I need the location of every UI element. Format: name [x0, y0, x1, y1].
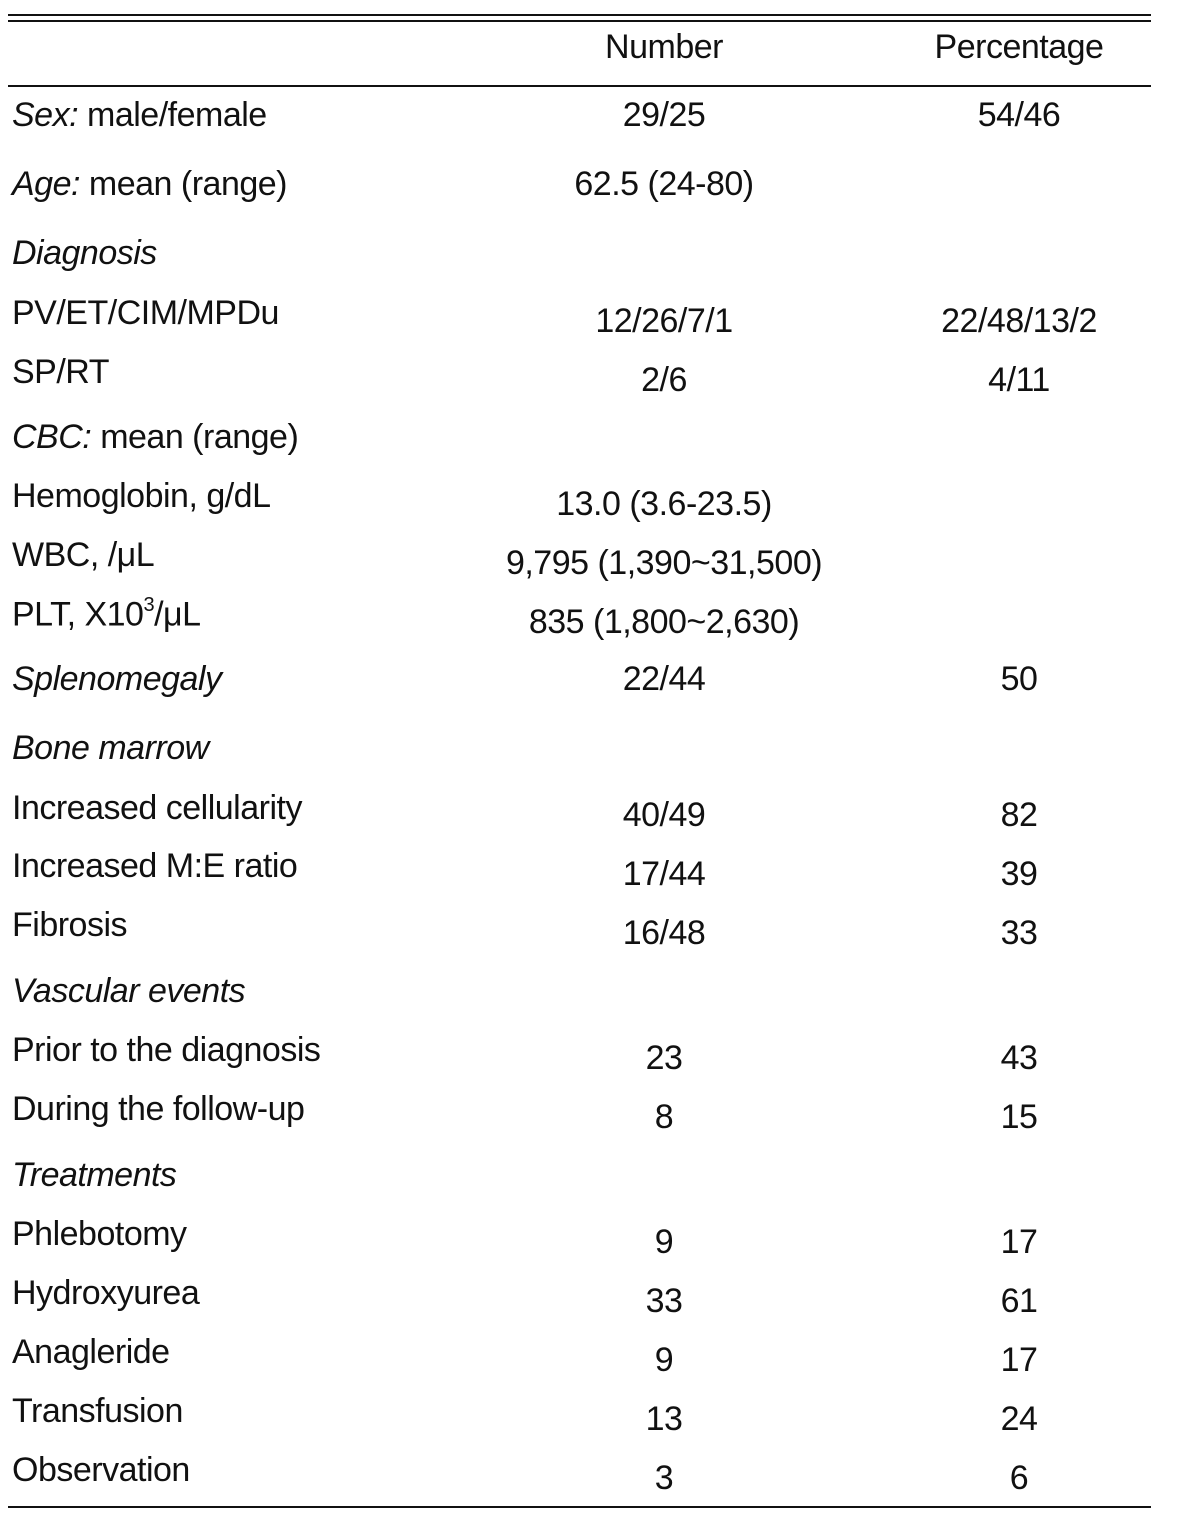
row-label-italic: Diagnosis — [12, 234, 157, 272]
row-label — [12, 420, 298, 454]
row-percentage: 82 — [1000, 796, 1038, 834]
row-number: 2/6 — [641, 361, 687, 399]
row-number: 9 — [654, 1341, 674, 1379]
row-label-text: Transfusion — [12, 1392, 183, 1430]
row-number: 3 — [654, 1459, 674, 1497]
row-label-text: During the follow-up — [12, 1090, 305, 1128]
row-label — [12, 167, 287, 201]
row-label-text: Phlebotomy — [12, 1215, 187, 1253]
table-top-rule — [8, 14, 1151, 16]
column-header-percentage: Percentage — [934, 28, 1104, 66]
row-label-italic: Sex: — [12, 96, 79, 134]
row-number: 9,795 (1,390~31,500) — [505, 544, 823, 582]
row-label — [12, 1276, 199, 1310]
row-label-text: Fibrosis — [12, 906, 128, 944]
row-label-italic: Bone marrow — [12, 729, 209, 767]
row-label — [12, 662, 221, 696]
row-label — [12, 974, 245, 1008]
row-label-superscript: 3 — [143, 594, 155, 616]
row-label — [12, 538, 154, 572]
row-percentage: 39 — [1000, 855, 1038, 893]
row-label-text: mean (range) — [88, 165, 288, 203]
row-label — [12, 296, 279, 330]
row-label-text: mean (range) — [100, 418, 299, 456]
row-label-italic: CBC: — [12, 418, 92, 456]
row-number: 62.5 (24-80) — [574, 165, 754, 203]
row-label-text: Observation — [12, 1451, 190, 1489]
row-number: 16/48 — [622, 914, 706, 952]
row-percentage: 4/11 — [988, 361, 1050, 399]
header-separator-rule — [8, 85, 1151, 87]
row-number: 13 — [645, 1400, 683, 1438]
row-number: 22/44 — [622, 660, 706, 698]
row-number: 40/49 — [622, 796, 706, 834]
row-label — [12, 1217, 187, 1251]
table-top-rule-inner — [8, 20, 1151, 22]
row-number: 29/25 — [622, 96, 706, 134]
row-number: 8 — [654, 1098, 674, 1136]
row-label-italic: Splenomegaly — [12, 660, 222, 698]
row-percentage: 43 — [1000, 1039, 1038, 1077]
row-label-italic: Age: — [12, 165, 80, 203]
row-label — [12, 1335, 170, 1369]
row-label — [12, 1033, 320, 1067]
row-label — [12, 594, 201, 634]
row-percentage: 54/46 — [977, 96, 1061, 134]
row-percentage: 33 — [1000, 914, 1038, 952]
row-label — [12, 1092, 304, 1126]
row-percentage: 61 — [1000, 1282, 1038, 1320]
row-label-text: Hydroxyurea — [12, 1274, 200, 1312]
row-percentage: 17 — [1000, 1223, 1038, 1261]
row-label — [12, 1158, 176, 1192]
row-label-text: Anagleride — [12, 1333, 170, 1371]
row-label — [12, 98, 267, 132]
row-label — [12, 1453, 190, 1487]
row-label — [12, 1394, 183, 1428]
row-label-italic: Treatments — [12, 1156, 177, 1194]
row-percentage: 6 — [1009, 1459, 1029, 1497]
row-percentage: 22/48/13/2 — [941, 302, 1097, 340]
row-number: 33 — [645, 1282, 683, 1320]
row-label-text: male/female — [87, 96, 267, 134]
row-label — [12, 479, 271, 513]
row-percentage: 17 — [1000, 1341, 1038, 1379]
row-label-text: Increased cellularity — [12, 789, 302, 827]
row-percentage: 50 — [1000, 660, 1038, 698]
row-label-text: Hemoglobin, g/dL — [12, 477, 271, 515]
row-label — [12, 731, 209, 765]
row-label-text: PV/ET/CIM/MPDu — [12, 294, 279, 332]
row-percentage: 15 — [1000, 1098, 1038, 1136]
row-number: 13.0 (3.6-23.5) — [556, 485, 772, 523]
row-label — [12, 849, 297, 883]
column-header-number: Number — [605, 28, 723, 66]
row-number: 9 — [654, 1223, 674, 1261]
row-label — [12, 791, 302, 825]
row-number: 17/44 — [622, 855, 706, 893]
row-number: 23 — [645, 1039, 683, 1077]
row-label-text: WBC, /μL — [12, 536, 155, 574]
row-label — [12, 355, 109, 389]
row-label-text: PLT, X10 — [12, 595, 144, 634]
row-number: 12/26/7/1 — [595, 302, 733, 340]
row-label-text: Increased M:E ratio — [12, 847, 298, 885]
row-label-text: Prior to the diagnosis — [12, 1031, 321, 1069]
row-label — [12, 908, 127, 942]
row-label-italic: Vascular events — [12, 972, 246, 1010]
row-label — [12, 236, 157, 270]
row-label-unit: /μL — [154, 595, 201, 634]
row-percentage: 24 — [1000, 1400, 1038, 1438]
row-number: 835 (1,800~2,630) — [528, 603, 800, 641]
row-label-text: SP/RT — [12, 353, 110, 391]
table-bottom-rule — [8, 1506, 1151, 1508]
